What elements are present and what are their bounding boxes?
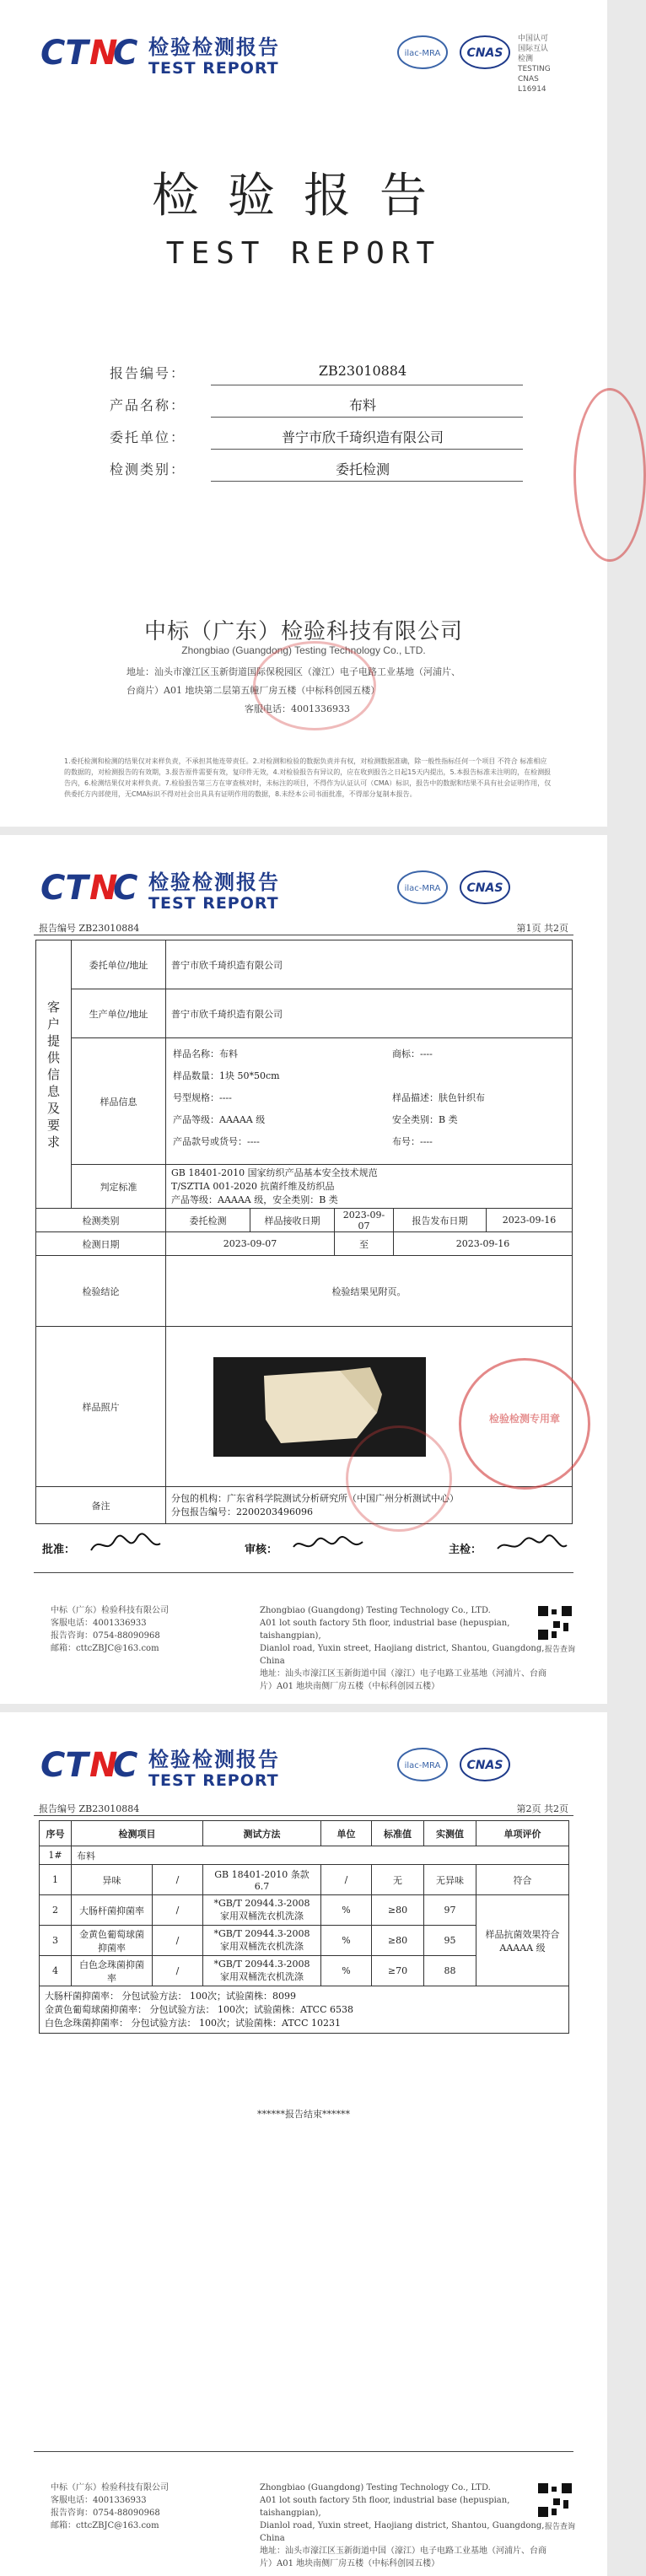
report-page-1	[0, 835, 607, 1704]
issued-label: 报告发布日期	[394, 1209, 487, 1232]
svg-text:CNAS: CNAS	[466, 46, 503, 60]
reviewer-signature	[290, 1532, 366, 1557]
report-page-2	[0, 1712, 607, 2576]
cnas-logo	[459, 34, 511, 71]
col-header-unit: 单位	[321, 1821, 372, 1846]
brand-title-en: TEST REPORT	[148, 59, 279, 78]
period-label: 检测日期	[36, 1232, 166, 1256]
approver-signature	[88, 1532, 164, 1557]
col-header-item: 检测项目	[72, 1821, 203, 1846]
svg-text:ilac-MRA: ilac-MRA	[404, 1761, 441, 1770]
test-type-value: 委托检测	[166, 1209, 250, 1232]
remark-label: 备注	[36, 1487, 166, 1524]
section-row: 1# 布料	[40, 1846, 569, 1865]
received-label: 样品接收日期	[250, 1209, 335, 1232]
svg-text:C: C	[113, 869, 138, 908]
company-address: 地址：汕头市濠江区玉新街道国际保税园区（濠江）电子电路工业基地（河浦片、 台商片）A01 地块第二层第五幢厂房五楼（中标科创园五楼） 客服电话：4001336933	[127, 666, 460, 714]
svg-text:N: N	[89, 34, 118, 73]
qr-caption: 报告查询	[544, 1646, 575, 1654]
test-type-label: 检测类别	[36, 1209, 166, 1232]
company-seal	[253, 641, 376, 730]
results-notes: 大肠杆菌抑菌率： 分包试验方法： 100次；试验菌株：8099 金黄色葡萄球菌抑菌率： 分包试验方法： 100次；试验菌株：ATCC 6538 白色念珠菌抑菌率： 分包试验方法： 100次；试验菌株：ATCC 10231	[40, 1986, 569, 2034]
cover-notes: 1.委托检测和检测的结果仅对来样负责，不承担其他连带责任。2.对检测和检验的数据负责并有权，对检测数据准确，除一般性指标任何一个项目 不符合 标准相应的数据的，对检测报告的有效期，3.报告原件需要有效，复印件无效，4.对检验报告有异议的，应在收到报告之日起15天内提出，5.本报告标准未注明的，在检测报告内，6.检测结果仅对来样负责。7.检验报告第三方在审查核对时，未标注的项目，不得作为认证认可（CMA）标识，报告中的数据和结果不具有社会证明作用，仅供委托方内部使用，无CMA标识不得对社会出具具有证明作用的数据，8.未经本公司书面批准，不得部分复制本报告。	[64, 757, 552, 798]
svg-text:CNAS: CNAS	[466, 881, 503, 895]
company-name-cn: 中标（广东）检验科技有限公司	[143, 619, 463, 644]
review-label: 审核：	[245, 1544, 278, 1556]
client-group-label: 客户提供信息及要求	[36, 940, 72, 1209]
table-row: 1 异味 / GB 18401-2010 条款 6.7 / 无 无异味 符合	[40, 1865, 569, 1895]
cover-field-client: 委托单位： 普宁市欣千琦织造有限公司	[110, 427, 464, 452]
sample-label: 样品信息	[72, 1038, 166, 1165]
svg-text:CT: CT	[40, 869, 89, 908]
cover-title-en: TEST REPORT	[165, 236, 442, 271]
page-number: 第1页 共2页	[516, 923, 568, 934]
svg-text:CT: CT	[40, 1746, 89, 1785]
page-number: 第2页 共2页	[516, 1803, 568, 1814]
conclusion-value: 检验结果见附页。	[166, 1256, 573, 1327]
svg-text:N: N	[89, 1746, 118, 1785]
table-row: 2 大肠杆菌抑菌率 / *GB/T 20944.3-2008 家用双桶洗衣机洗涤 % ≥80 97 样品抗菌效果符合 AAAAA 级	[40, 1895, 569, 1926]
client-label: 委托单位/地址	[72, 940, 166, 989]
received-value: 2023-09-07	[335, 1209, 394, 1232]
cover-field-report-no: 报告编号： ZB23010884	[110, 363, 464, 388]
ilac-mra-logo	[396, 1746, 449, 1783]
ctnc-logo	[40, 1744, 138, 1785]
period-from: 2023-09-07	[166, 1232, 335, 1256]
report-number: 报告编号 ZB23010884	[39, 1803, 140, 1814]
results-table	[39, 1820, 569, 2034]
footer-en: Zhongbiao (Guangdong) Testing Technology Co., LTD. A01 lot south factory 5th floor, industrial base (hepuspian, taishangpian), Dianlol road, Yuxin street, Haojiang district, Shantou, Guangdong, China 地址：汕头市濠江区玉新街道中国（濠江）电子电路工业基地（河浦片、台商片）A01 地块南侧厂房五楼（中标科创园五楼）	[260, 2483, 546, 2568]
producer-label: 生产单位/地址	[72, 989, 166, 1038]
ilac-mra-logo	[396, 869, 449, 906]
svg-text:ilac-MRA: ilac-MRA	[404, 884, 441, 893]
ilac-mra-logo	[396, 34, 449, 71]
table-row: 3 金黄色葡萄球菌抑菌率 / *GB/T 20944.3-2008 家用双桶洗衣机洗涤 % ≥80 95	[40, 1926, 569, 1956]
report-end-mark: ******报告结束******	[257, 2109, 350, 2120]
cover-title-cn: 检验报告	[152, 169, 455, 224]
svg-text:N: N	[89, 869, 118, 908]
remark-value: 分包的机构：广东省科学院测试分析研究所（中国广州分析测试中心） 分包报告编号：2200203496096	[166, 1487, 573, 1524]
brand-title-en: TEST REPORT	[148, 1771, 279, 1790]
col-header-method: 测试方法	[203, 1821, 321, 1846]
main-inspector-label: 主检：	[449, 1544, 482, 1556]
ctnc-logo	[40, 867, 138, 908]
qr-code	[536, 2482, 573, 2519]
footer-cn: 中标（广东）检验科技有限公司 客服电话：4001336933 报告咨询：0754-88090968 邮箱：cttcZBJC@163.com	[51, 1606, 169, 1653]
cover-field-test-type: 检测类别： 委托检测	[110, 459, 464, 484]
period-to-word: 至	[335, 1232, 394, 1256]
cover-field-product: 产品名称： 布料	[110, 395, 464, 420]
basis-value: GB 18401-2010 国家纺织产品基本安全技术规范 T/SZTIA 001-2020 抗菌纤维及纺织品 产品等级：AAAAA 级，安全类别：B 类	[166, 1165, 573, 1209]
cnas-logo	[459, 869, 511, 906]
company-seal	[346, 1425, 452, 1532]
inspection-seal: 检验检测专用章	[459, 1358, 590, 1490]
svg-text:CNAS: CNAS	[466, 1759, 503, 1772]
approve-label: 批准：	[42, 1544, 76, 1556]
producer-value: 普宁市欣千琦织造有限公司	[166, 989, 573, 1038]
brand-title-cn: 检验检测报告	[148, 35, 280, 59]
report-header	[0, 0, 607, 101]
ctnc-logo	[40, 32, 138, 73]
brand-title-en: TEST REPORT	[148, 894, 279, 913]
report-number: 报告编号 ZB23010884	[39, 923, 140, 934]
eval-merged: 样品抗菌效果符合 AAAAA 级	[476, 1895, 569, 1986]
qr-code	[536, 1604, 573, 1641]
brand-title-cn: 检验检测报告	[148, 1748, 280, 1771]
photo-label: 样品照片	[36, 1327, 166, 1487]
svg-text:CT: CT	[40, 34, 89, 73]
cover-page	[0, 0, 607, 827]
col-header-actual: 实测值	[424, 1821, 476, 1846]
company-name-en: Zhongbiao (Guangdong) Testing Technology Co., LTD.	[181, 644, 426, 656]
svg-text:C: C	[113, 1746, 138, 1785]
basis-label: 判定标准	[72, 1165, 166, 1209]
svg-text:ilac-MRA: ilac-MRA	[404, 49, 441, 58]
col-header-evaluation: 单项评价	[476, 1821, 569, 1846]
cnas-logo	[459, 1746, 511, 1783]
footer-en: Zhongbiao (Guangdong) Testing Technology Co., LTD. A01 lot south factory 5th floor, industrial base (hepuspian, taishangpian), Dianlol road, Yuxin street, Haojiang district, Shantou, Guangdong, China 地址：汕头市濠江区玉新街道中国（濠江）电子电路工业基地（河浦片、台商片）A01 地块南侧厂房五楼（中标科创园五楼）	[260, 1606, 546, 1691]
conclusion-label: 检验结论	[36, 1256, 166, 1327]
brand-title-cn: 检验检测报告	[148, 870, 280, 894]
period-to: 2023-09-16	[394, 1232, 573, 1256]
col-header-no: 序号	[40, 1821, 72, 1846]
svg-text:C: C	[113, 34, 138, 73]
col-header-standard: 标准值	[372, 1821, 424, 1846]
report-header	[0, 1712, 607, 1813]
qr-caption: 报告查询	[544, 2523, 575, 2531]
client-value: 普宁市欣千琦织造有限公司	[166, 940, 573, 989]
footer-cn: 中标（广东）检验科技有限公司 客服电话：4001336933 报告咨询：0754-88090968 邮箱：cttcZBJC@163.com	[51, 2483, 169, 2530]
issued-value: 2023-09-16	[487, 1209, 573, 1232]
cnas-caption: 中国认可 国际互认 检测 TESTING CNAS L16914	[518, 35, 551, 94]
table-row: 4 白色念珠菌抑菌率 / *GB/T 20944.3-2008 家用双桶洗衣机洗涤 % ≥70 88	[40, 1956, 569, 1986]
inspector-signature	[494, 1532, 570, 1557]
official-seal	[573, 388, 646, 562]
sample-info: 样品名称：布料 商标：---- 样品数量：1块 50*50cm 号型规格：---- 样品描述：肤色针织布 产品等级：AAAAA 级 安全类别：B 类 产品款号或货号：---- 布号：----	[166, 1038, 573, 1165]
